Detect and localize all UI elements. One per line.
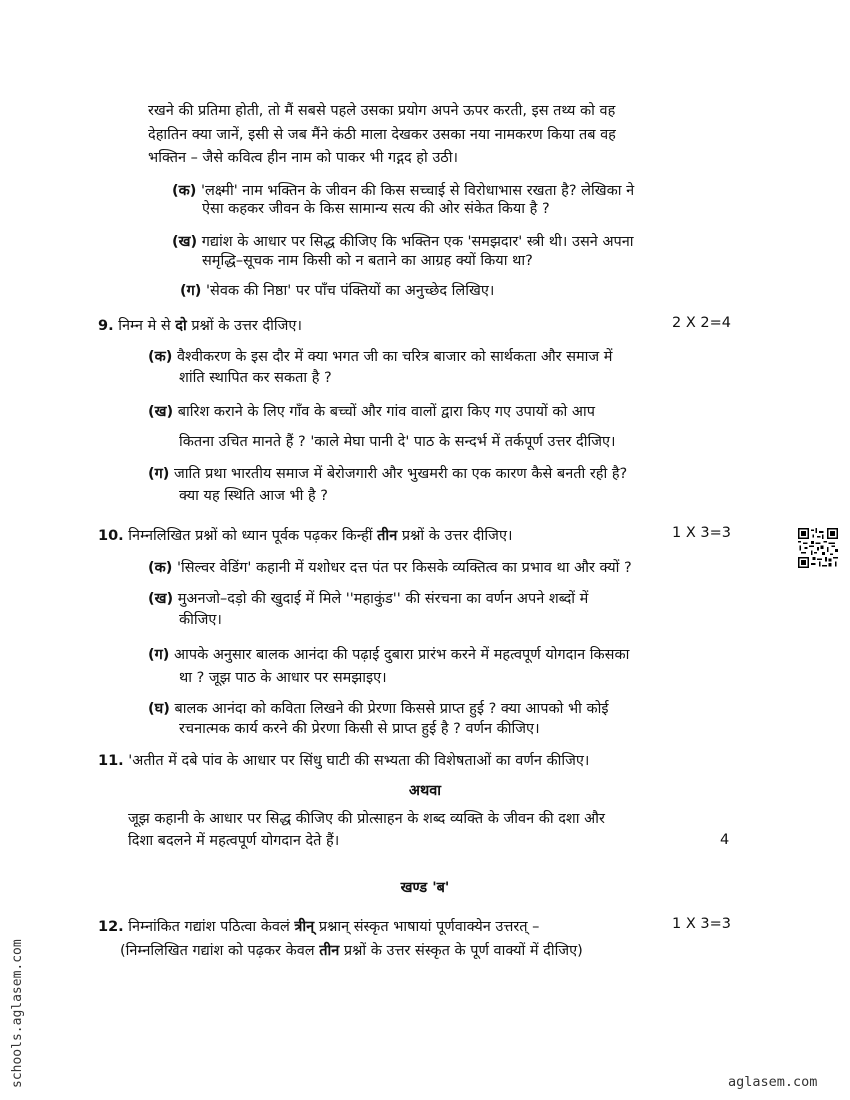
- q12-line-2: (निम्नलिखित गद्यांश को पढ़कर केवल तीन प्रश्नों के उत्तर संस्कृत के पूर्ण वाक्यों में दीजिए): [120, 943, 583, 959]
- q10-a-label: (क): [148, 560, 173, 576]
- q10-marks: 1 X 3=3: [672, 525, 731, 541]
- q10-d-label: (घ): [148, 701, 170, 717]
- q9-b-line-1: (ख) बारिश कराने के लिए गाँव के बच्चों और गांव वालों द्वारा किए गए उपायों को आप: [148, 404, 595, 420]
- intro-line-2: देहातिन क्या जानें, इसी से जब मैंने कंठी माला देखकर उसका नया नामकरण किया तब वह: [148, 127, 616, 143]
- q10-d-line-2: रचनात्मक कार्य करने की प्रेरणा किसी से प्राप्त हुई है ? वर्णन कीजिए।: [179, 721, 540, 737]
- q11-alt-line-1: जूझ कहानी के आधार पर सिद्ध कीजिए की प्रोत्साहन के शब्द व्यक्ति के जीवन की दशा और: [128, 811, 605, 827]
- q8-b-label: (ख): [172, 234, 198, 250]
- q10-header: 10. निम्नलिखित प्रश्नों को ध्यान पूर्वक पढ़कर किन्हीं तीन प्रश्नों के उत्तर दीजिए।: [98, 528, 513, 544]
- q9-header: 9. निम्न मे से दो प्रश्नों के उत्तर दीजिए।: [98, 318, 302, 334]
- q9-a-line-1: (क) वैश्वीकरण के इस दौर में क्या भगत जी का चरित्र बाजार को सार्थकता और समाज में: [148, 349, 613, 365]
- q8-c-label: (ग): [180, 283, 202, 299]
- q9-c-label: (ग): [148, 466, 170, 482]
- intro-line-3: भक्तिन – जैसे कवित्व हीन नाम को पाकर भी गद्गद हो उठी।: [148, 150, 458, 166]
- q10-c-line-2: था ? जूझ पाठ के आधार पर समझाइए।: [179, 670, 387, 686]
- q10-c-line-1: (ग) आपके अनुसार बालक आनंदा की पढ़ाई दुबारा प्रारंभ करने में महत्वपूर्ण योगदान किसका: [148, 647, 630, 663]
- intro-line-1: रखने की प्रतिमा होती, तो मैं सबसे पहले उसका प्रयोग अपने ऊपर करती, इस तथ्य को वह: [148, 103, 616, 119]
- q8-a-line-1: (क) 'लक्ष्मी' नाम भक्तिन के जीवन की किस सच्चाई से विरोधाभास रखता है? लेखिका ने: [172, 183, 635, 199]
- q9-b-line-2: कितना उचित मानते हैं ? 'काले मेघा पानी दे' पाठ के सन्दर्भ में तर्कपूर्ण उत्तर दीजिए।: [179, 434, 616, 450]
- qr-code: [798, 528, 838, 568]
- q11-alt-line-2: दिशा बदलने में महत्वपूर्ण योगदान देते हैं।: [128, 833, 340, 849]
- q10-d-line-1: (घ) बालक आनंदा को कविता लिखने की प्रेरणा किससे प्राप्त हुई ? क्या आपको भी कोई: [148, 701, 609, 717]
- section-b-title: खण्ड 'ब': [400, 880, 450, 896]
- q8-c-line-1: (ग) 'सेवक की निष्ठा' पर पाँच पंक्तियों का अनुच्छेद लिखिए।: [180, 283, 495, 299]
- q12-line-1: 12. निम्नांकित गद्यांश पठित्वा केवलं त्रीन् प्रश्नान् संस्कृत भाषायां पूर्णवाक्येन उत्तरत् –: [98, 919, 540, 935]
- q11-or: अथवा: [408, 783, 442, 799]
- q12-marks: 1 X 3=3: [672, 916, 731, 932]
- q10-b-line-2: कीजिए।: [179, 612, 222, 628]
- q8-b-line-2: समृद्धि–सूचक नाम किसी को न बताने का आग्रह क्यों किया था?: [202, 253, 533, 269]
- q9-a-line-2: शांति स्थापित कर सकता है ?: [179, 370, 332, 386]
- q10-a-line-1: (क) 'सिल्वर वेडिंग' कहानी में यशोधर दत्त पंत पर किसके व्यक्तित्व का प्रभाव था और क्यों ?: [148, 560, 632, 576]
- q9-b-label: (ख): [148, 404, 174, 420]
- q8-b-line-1: (ख) गद्यांश के आधार पर सिद्ध कीजिए कि भक्तिन एक 'समझदार' स्त्री थी। उसने अपना: [172, 234, 634, 250]
- q9-number: 9.: [98, 318, 114, 334]
- side-watermark: schools.aglasem.com: [10, 939, 25, 1088]
- q11-line: 11. 'अतीत में दबे पांव के आधार पर सिंधु घाटी की सभ्यता की विशेषताओं का वर्णन कीजिए।: [98, 753, 590, 769]
- q10-number: 10.: [98, 528, 124, 544]
- q9-marks: 2 X 2=4: [672, 315, 731, 331]
- q9-c-line-1: (ग) जाति प्रथा भारतीय समाज में बेरोजगारी और भुखमरी का एक कारण कैसे बनती रही है?: [148, 466, 628, 482]
- q10-c-label: (ग): [148, 647, 170, 663]
- q9-c-line-2: क्या यह स्थिति आज भी है ?: [179, 488, 329, 504]
- q10-b-line-1: (ख) मुअनजो–दड़ो की खुदाई में मिले ''महाकुंड'' की संरचना का वर्णन अपने शब्दों में: [148, 591, 589, 607]
- bottom-watermark: aglasem.com: [728, 1074, 818, 1090]
- q8-a-label: (क): [172, 183, 197, 199]
- q8-a-line-2: ऐसा कहकर जीवन के किस सामान्य सत्य की ओर संकेत किया है ?: [202, 201, 550, 217]
- q9-a-label: (क): [148, 349, 173, 365]
- q11-number: 11.: [98, 753, 124, 769]
- q10-b-label: (ख): [148, 591, 174, 607]
- q12-number: 12.: [98, 919, 124, 935]
- q11-marks: 4: [720, 832, 730, 848]
